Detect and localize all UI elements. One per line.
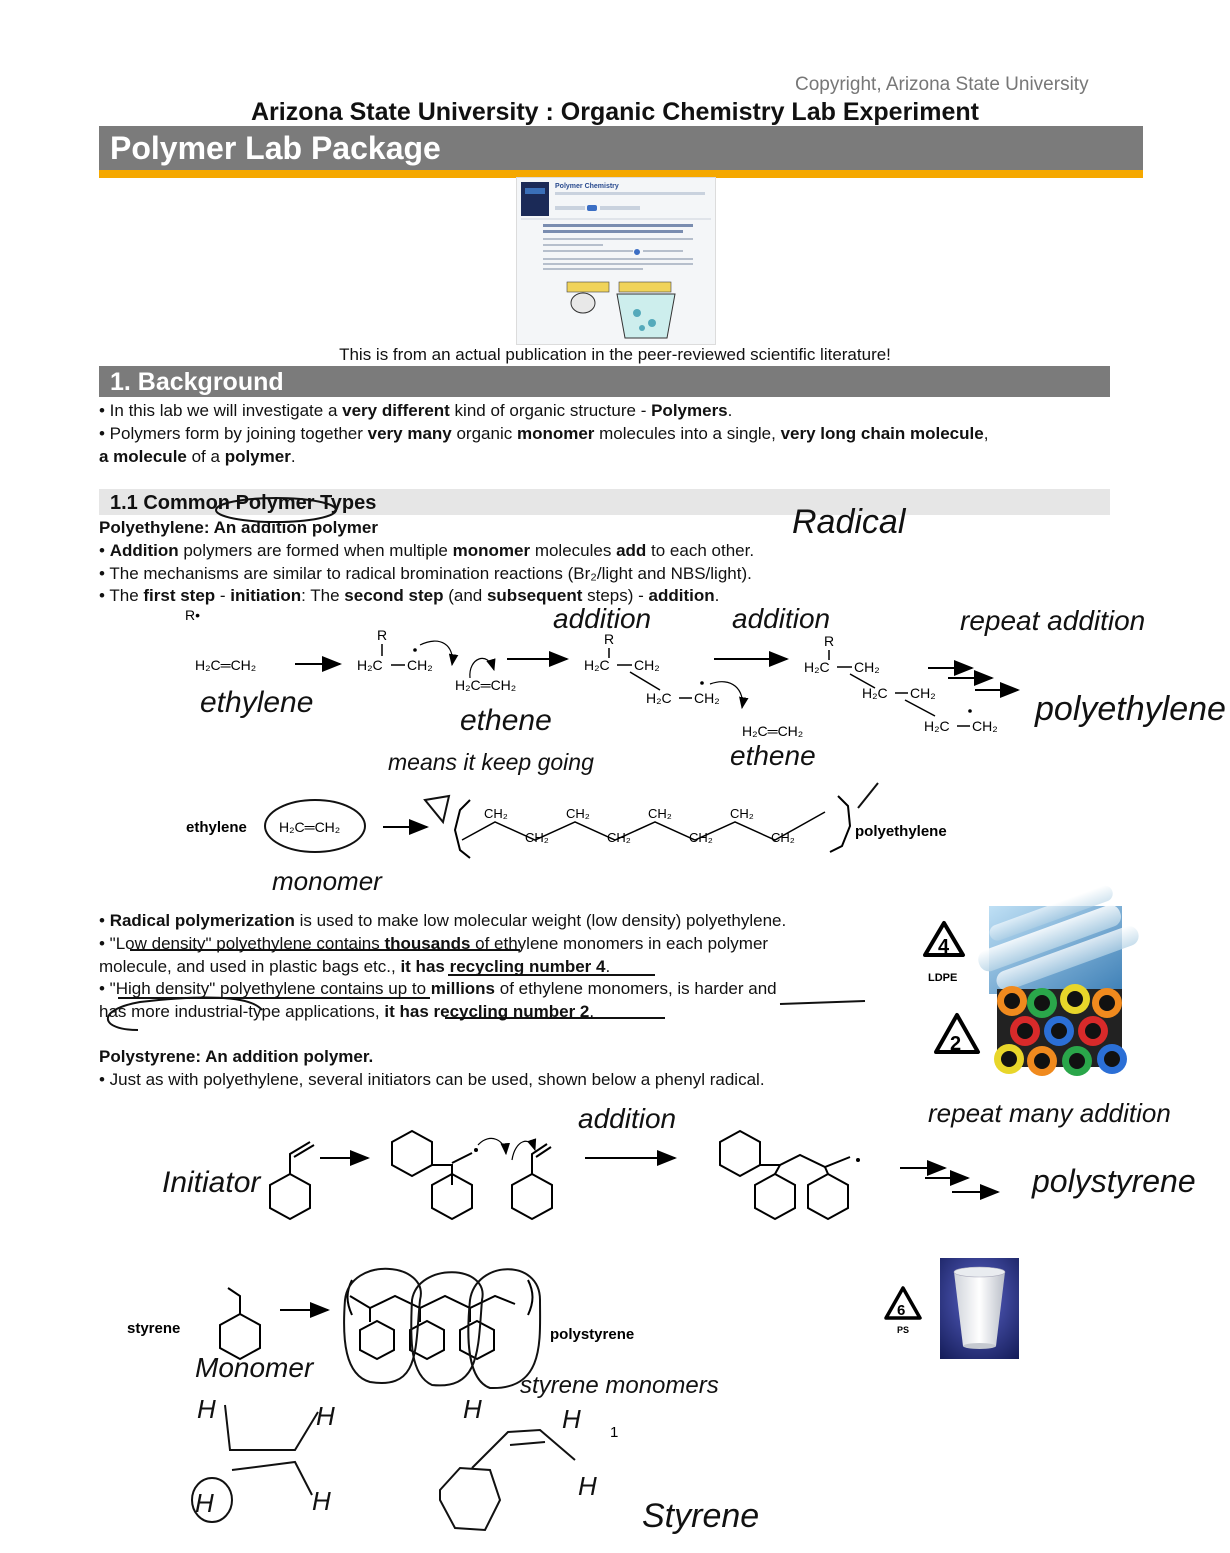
svg-text:H: H xyxy=(562,1404,581,1434)
svg-text:CH₂: CH₂ xyxy=(854,659,880,675)
handwritten-repeat-many-addition: repeat many addition xyxy=(928,1098,1171,1128)
page-number: 1 xyxy=(610,1424,619,1441)
recycling-symbol-hdpe xyxy=(936,1015,978,1055)
svg-text:CH₂: CH₂ xyxy=(525,830,549,845)
svg-text:H₂C: H₂C xyxy=(357,657,383,673)
addition-bullet: • Addition polymers are formed when multiple monomer molecules add to each other. xyxy=(99,541,755,560)
initiators-bullet: • Just as with polyethylene, several initiators can be used, shown below a phenyl radical. xyxy=(99,1070,765,1089)
svg-text:H₂C: H₂C xyxy=(862,685,888,701)
ethene-formula-2: H₂C═CH₂ xyxy=(742,723,804,739)
background-paragraph-2: • Polymers form by joining together very many organic monomer molecules into a single, very long chain molecule, xyxy=(99,424,989,443)
handwritten-initiator: Initiator xyxy=(162,1166,261,1199)
handwritten-addition-2: addition xyxy=(732,603,831,634)
steps-bullet: • The first step - initiation: The second step (and subsequent steps) - addition. xyxy=(99,586,720,605)
polyethylene-label: polyethylene xyxy=(855,823,947,840)
styrene-monomer xyxy=(220,1288,328,1359)
handwritten-monomer-1: monomer xyxy=(272,866,382,896)
svg-text:H: H xyxy=(463,1394,482,1424)
handwritten-ethene-1: ethene xyxy=(460,704,552,737)
handwritten-addition-3: addition xyxy=(578,1103,677,1134)
svg-text:CH₂: CH₂ xyxy=(484,806,508,821)
styrene-label: styrene xyxy=(127,1320,181,1337)
svg-text:CH₂: CH₂ xyxy=(689,830,713,845)
document-title: Arizona State University : Organic Chemistry Lab Experiment xyxy=(251,98,979,126)
svg-text:H: H xyxy=(316,1401,335,1431)
svg-text:PS: PS xyxy=(897,1325,910,1335)
svg-text:CH₂: CH₂ xyxy=(648,806,672,821)
handwritten-polyethylene: polyethylene xyxy=(1035,690,1226,728)
svg-text:H₂C: H₂C xyxy=(804,659,830,675)
svg-text:CH₂: CH₂ xyxy=(771,830,795,845)
polyethylene-chain xyxy=(455,796,850,858)
banner-title: Polymer Lab Package xyxy=(110,130,441,166)
handwritten-repeat-addition: repeat addition xyxy=(960,605,1146,636)
handwritten-styrene: Styrene xyxy=(642,1497,760,1535)
hdpe-bullet: • "High density" polyethylene contains up to millions of ethylene monomers, is harder and xyxy=(99,979,777,998)
initiator-radical: R• xyxy=(185,607,201,623)
polyethylene-heading: Polyethylene: An addition polymer xyxy=(99,518,378,537)
handwritten-addition-1: addition xyxy=(553,603,652,634)
svg-text:H: H xyxy=(312,1486,331,1516)
ethene-formula-1: H₂C═CH₂ xyxy=(455,677,517,693)
handwritten-monomer-2: Monomer xyxy=(195,1352,314,1383)
svg-text:CH₂: CH₂ xyxy=(730,806,754,821)
svg-text:CH₂: CH₂ xyxy=(910,685,936,701)
ldpe-bullet: • "Low density" polyethylene contains thousands of ethylene monomers in each polymer xyxy=(99,934,769,953)
journal-name: Polymer Chemistry xyxy=(555,183,619,190)
radical-polymerization-bullet: • Radical polymerization is used to make low molecular weight (low density) polyethylene. xyxy=(99,911,787,930)
radical-intermediate-2 xyxy=(584,631,720,706)
handwritten-ethene-2: ethene xyxy=(730,740,816,771)
recycling-symbol-ldpe xyxy=(925,923,963,984)
background-paragraph-3: a molecule of a polymer. xyxy=(99,447,296,466)
polystyrene-chain xyxy=(348,1280,533,1359)
polystyrene-label: polystyrene xyxy=(550,1326,635,1343)
svg-text:4: 4 xyxy=(938,936,950,958)
svg-text:R: R xyxy=(377,627,388,643)
svg-text:LDPE: LDPE xyxy=(928,972,958,984)
hdpe-bullet-cont: has more industrial-type applications, it has recycling number 2. xyxy=(99,1002,595,1021)
svg-text:R: R xyxy=(824,633,835,649)
svg-text:2: 2 xyxy=(950,1033,962,1055)
svg-text:CH₂: CH₂ xyxy=(566,806,590,821)
svg-text:H₂C: H₂C xyxy=(584,657,610,673)
recycling-symbol-ps xyxy=(886,1288,920,1335)
svg-text:H: H xyxy=(578,1471,597,1501)
svg-text:CH₂: CH₂ xyxy=(972,718,998,734)
ldpe-bullet-cont: molecule, and used in plastic bags etc., it has recycling number 4. xyxy=(99,957,611,976)
svg-text:CH₂: CH₂ xyxy=(634,657,660,673)
svg-text:H: H xyxy=(197,1394,216,1424)
handwritten-ethylene: ethylene xyxy=(200,686,314,719)
figure-caption: This is from an actual publication in the peer-reviewed scientific literature! xyxy=(339,345,891,364)
radical-intermediate-3 xyxy=(804,633,998,734)
handwritten-keep-going: means it keep going xyxy=(388,749,594,775)
background-paragraph-1: • In this lab we will investigate a very different kind of organic structure - Polymers. xyxy=(99,401,733,420)
polystyrene-heading: Polystyrene: An addition polymer. xyxy=(99,1047,374,1066)
svg-text:H: H xyxy=(195,1488,214,1518)
ethylene-label: ethylene xyxy=(186,819,247,836)
styrene-initiation xyxy=(270,1131,998,1219)
ethylene-formula: H₂C═CH₂ xyxy=(195,657,257,673)
handwritten-polystyrene: polystyrene xyxy=(1032,1163,1196,1199)
ethylene-monomer-formula: H₂C═CH₂ xyxy=(279,819,341,835)
svg-text:R: R xyxy=(604,631,615,647)
svg-text:H₂C: H₂C xyxy=(924,718,950,734)
handwritten-radical: Radical xyxy=(792,503,906,541)
radical-intermediate-1 xyxy=(357,627,433,673)
mechanism-bullet: • The mechanisms are similar to radical bromination reactions (Br₂/light and NBS/light). xyxy=(99,564,752,583)
svg-text:CH₂: CH₂ xyxy=(407,657,433,673)
handwritten-styrene-monomers: styrene monomers xyxy=(520,1372,719,1399)
handwritten-annotations xyxy=(162,503,1226,1535)
section-heading: 1. Background xyxy=(110,368,284,396)
subsection-heading: 1.1 Common Polymer Types xyxy=(110,492,377,514)
svg-text:H₂C: H₂C xyxy=(646,690,672,706)
svg-text:CH₂: CH₂ xyxy=(694,690,720,706)
svg-text:6: 6 xyxy=(897,1302,906,1319)
copyright-notice: Copyright, Arizona State University xyxy=(795,74,1089,95)
svg-text:CH₂: CH₂ xyxy=(607,830,631,845)
